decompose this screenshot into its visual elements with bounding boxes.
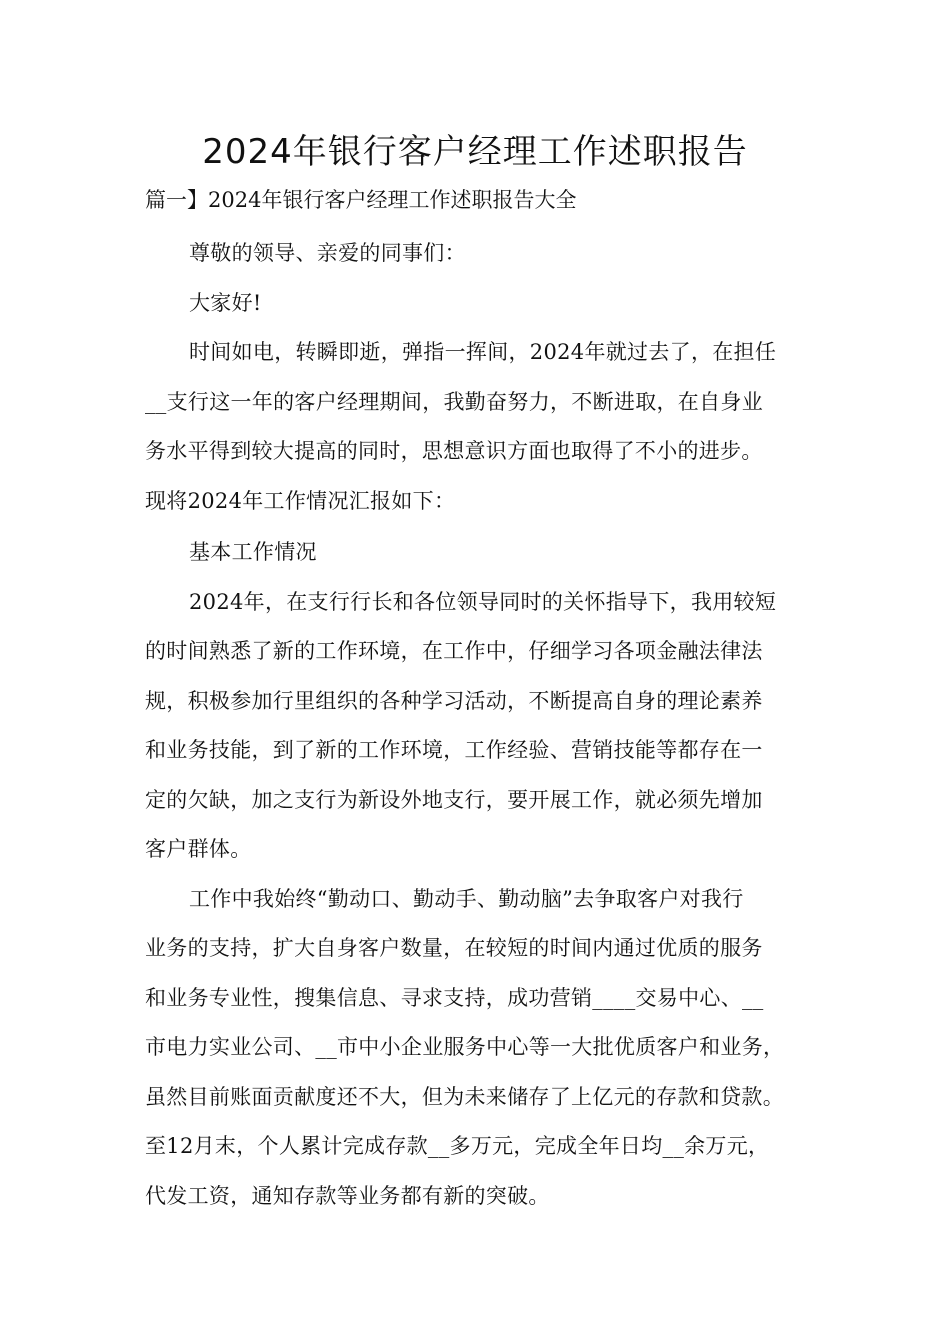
paragraph-line: __支行这一年的客户经理期间，我勤奋努力，不断进取，在自身业: [145, 390, 763, 414]
paragraph-line: 现将2024年工作情况汇报如下：: [145, 489, 456, 513]
paragraph-line: 虽然目前账面贡献度还不大，但为未来储存了上亿元的存款和贷款。: [145, 1085, 784, 1109]
paragraph-line: 规，积极参加行里组织的各种学习活动，不断提高自身的理论素养: [145, 689, 763, 713]
paragraph-line: 工作中我始终“勤动口、勤动手、勤动脑”去争取客户对我行: [189, 887, 744, 911]
paragraph-line: 市电力实业公司、__市中小企业服务中心等一大批优质客户和业务，: [145, 1035, 785, 1059]
paragraph-line: 的时间熟悉了新的工作环境，在工作中，仔细学习各项金融法律法: [145, 639, 763, 663]
paragraph-line: 代发工资，通知存款等业务都有新的突破。: [145, 1184, 550, 1208]
section-heading: 基本工作情况: [189, 540, 317, 564]
paragraph-line: 和业务专业性，搜集信息、寻求支持，成功营销____交易中心、__: [145, 986, 764, 1010]
paragraph-line: 时间如电，转瞬即逝，弹指一挥间，2024年就过去了，在担任: [189, 340, 777, 364]
paragraph-line: 和业务技能，到了新的工作环境，工作经验、营销技能等都存在一: [145, 738, 763, 762]
greeting-line: 大家好!: [189, 291, 262, 315]
paragraph-line: 务水平得到较大提高的同时，思想意识方面也取得了不小的进步。: [145, 439, 763, 463]
document-title: 2024年银行客户经理工作述职报告: [202, 132, 748, 172]
paragraph-line: 客户群体。: [145, 837, 252, 861]
paragraph-line: 业务的支持，扩大自身客户数量，在较短的时间内通过优质的服务: [145, 936, 763, 960]
paragraph-line: 定的欠缺，加之支行为新设外地支行，要开展工作，就必须先增加: [145, 788, 763, 812]
greeting-line: 尊敬的领导、亲爱的同事们：: [189, 241, 466, 265]
document-subtitle: 篇一】2024年银行客户经理工作述职报告大全: [145, 188, 577, 212]
paragraph-line: 至12月末，个人累计完成存款__多万元，完成全年日均__余万元，: [145, 1134, 770, 1158]
paragraph-line: 2024年，在支行行长和各位领导同时的关怀指导下，我用较短: [189, 590, 777, 614]
